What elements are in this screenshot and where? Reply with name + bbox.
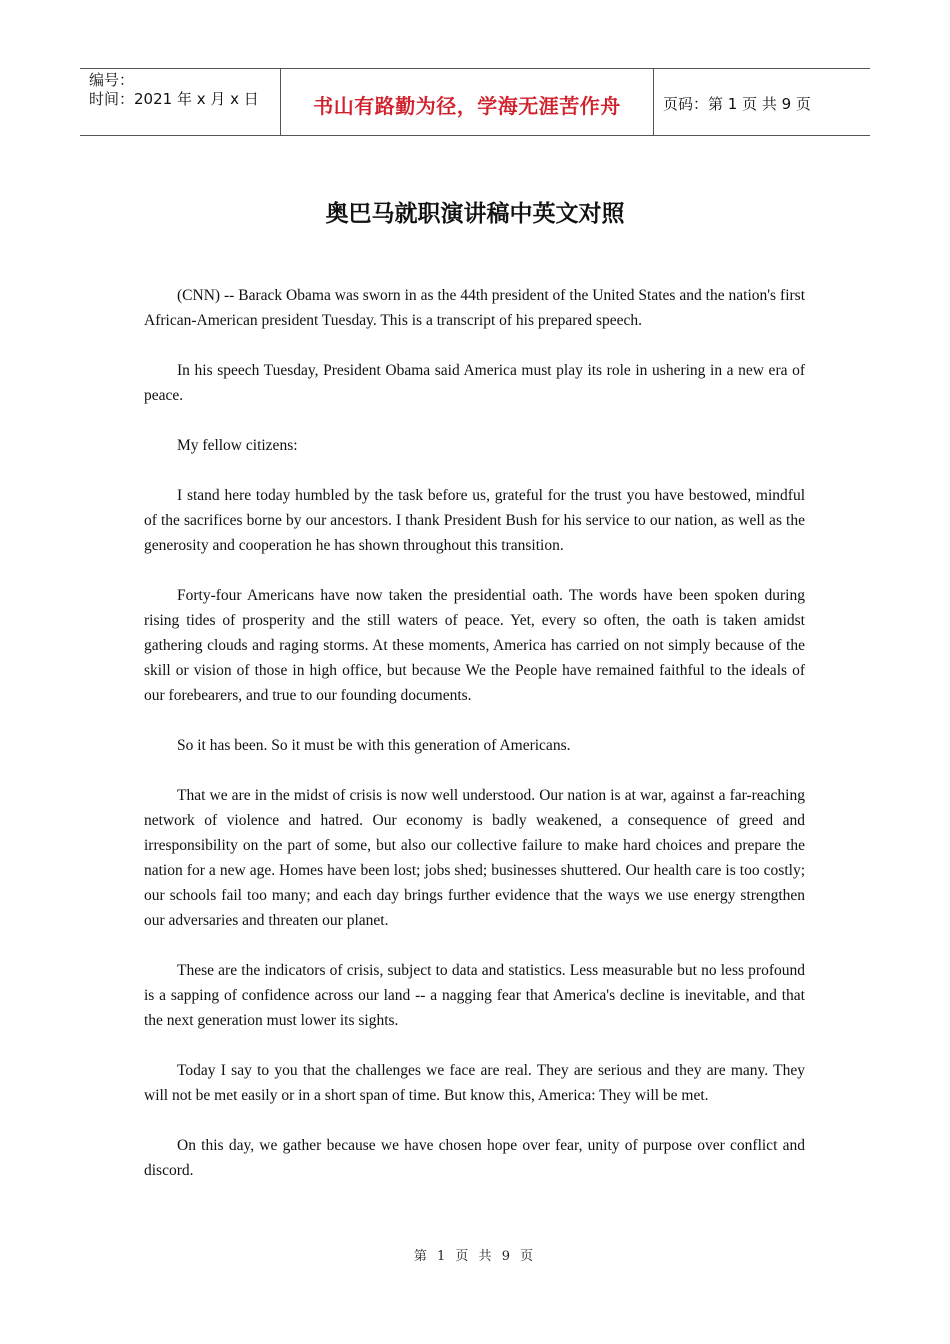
paragraph: That we are in the midst of crisis is now well understood. Our nation is at war, against a far-reaching network of violence and hatred. Our economy is badly weakened, a consequence of greed and irresponsibility on the part of some, but also our collective failure to make hard choices and prepare the nation for a new age. Homes have been lost; jobs shed; businesses shuttered. Our health care is too costly; our schools fail too many; and each day brings further evidence that the ways we use energy strengthen our adversaries and threaten our planet. — [144, 787, 805, 929]
paragraph: On this day, we gather because we have chosen hope over fear, unity of purpose over conflict and discord. — [144, 1137, 805, 1179]
paragraph: These are the indicators of crisis, subject to data and statistics. Less measurable but no less profound is a sapping of confidence across our land -- a nagging fear that America's decline is inevitable, and that the next generation must lower its sights. — [144, 962, 805, 1029]
page-footer: 第 1 页 共 9 页 — [413, 1249, 537, 1264]
document-header — [80, 68, 870, 136]
document-date-label: 时间：2021 年 x 月 x 日 — [89, 90, 259, 108]
paragraph: My fellow citizens: — [177, 437, 298, 454]
paragraph: In his speech Tuesday, President Obama said America must play its role in ushering in a new era of peace. — [144, 362, 805, 404]
document-body — [144, 283, 805, 1208]
paragraph: So it has been. So it must be with this generation of Americans. — [177, 737, 571, 754]
header-meta-cell — [80, 69, 281, 135]
header-motto: 书山有路勤为径，学海无涯苦作舟 — [313, 93, 621, 118]
header-motto-cell — [281, 69, 654, 135]
document-number-label: 编号： — [89, 71, 135, 89]
header-page-info: 页码：第 1 页 共 9 页 — [663, 94, 811, 113]
paragraph: Today I say to you that the challenges we face are real. They are serious and they are many. They will not be met easily or in a short span of time. But know this, America: They will be met. — [144, 1062, 805, 1104]
paragraph: (CNN) -- Barack Obama was sworn in as the 44th president of the United States and the nation's first African-American president Tuesday. This is a transcript of his prepared speech. — [144, 287, 805, 329]
document-title: 奥巴马就职演讲稿中英文对照 — [325, 201, 625, 227]
header-page-cell — [654, 69, 870, 135]
paragraph: Forty-four Americans have now taken the presidential oath. The words have been spoken during rising tides of prosperity and the still waters of peace. Yet, every so often, the oath is taken amidst gathering clouds and raging storms. At these moments, America has carried on not simply because of the skill or vision of those in high office, but because We the People have remained faithful to the ideals of our forebearers, and true to our founding documents. — [144, 587, 805, 704]
paragraph: I stand here today humbled by the task before us, grateful for the trust you have bestowed, mindful of the sacrifices borne by our ancestors. I thank President Bush for his service to our nation, as well as the generosity and cooperation he has shown throughout this transition. — [144, 487, 805, 554]
